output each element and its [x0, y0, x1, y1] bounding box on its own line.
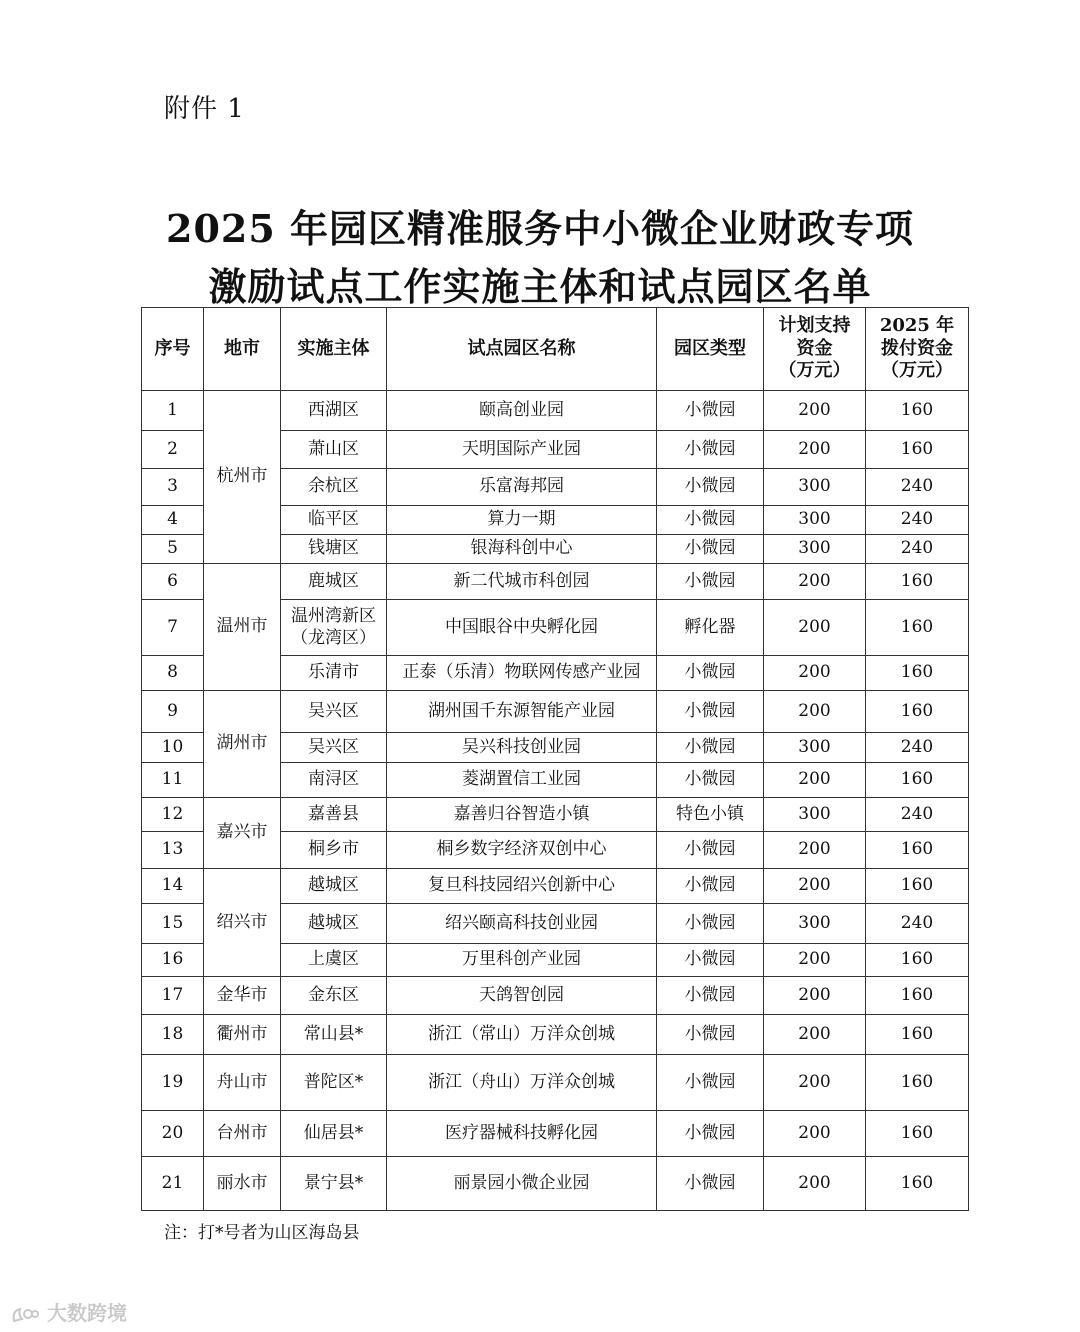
- cell-seq: 21: [142, 1157, 204, 1211]
- table-row: [142, 1055, 969, 1111]
- cell-entity: 乐清市: [281, 656, 387, 691]
- table-row: [142, 564, 969, 600]
- cell-entity: 越城区: [281, 869, 387, 904]
- cell-entity: 临平区: [281, 506, 387, 535]
- cell-entity: 仙居县*: [281, 1111, 387, 1157]
- cell-planned-funds: 300: [764, 535, 866, 564]
- cell-park-type: 特色小镇: [657, 798, 764, 832]
- cell-entity: 景宁县*: [281, 1157, 387, 1211]
- cell-2025-allocation: 240: [866, 733, 969, 763]
- cell-entity: 金东区: [281, 977, 387, 1015]
- cell-park-name: 乐富海邦园: [387, 469, 657, 506]
- table-row: [142, 1111, 969, 1157]
- cell-seq: 9: [142, 691, 204, 733]
- cell-seq: 17: [142, 977, 204, 1015]
- header-city: 地市: [204, 308, 281, 391]
- cell-planned-funds: 200: [764, 564, 866, 600]
- cell-park-type: 小微园: [657, 763, 764, 798]
- cell-city: 杭州市: [204, 391, 281, 564]
- cell-planned-funds: 200: [764, 763, 866, 798]
- cell-park-name: 绍兴颐高科技创业园: [387, 904, 657, 944]
- cell-seq: 3: [142, 469, 204, 506]
- cell-park-name: 算力一期: [387, 506, 657, 535]
- cell-entity: 萧山区: [281, 431, 387, 469]
- cell-park-name: 菱湖置信工业园: [387, 763, 657, 798]
- cell-planned-funds: 200: [764, 691, 866, 733]
- cell-park-type: 小微园: [657, 431, 764, 469]
- watermark-text: 大数跨境: [46, 1301, 127, 1325]
- table-body: [142, 391, 969, 1211]
- cell-city: 金华市: [204, 977, 281, 1015]
- cell-2025-allocation: 160: [866, 869, 969, 904]
- attachment-label: 附件 1: [164, 94, 245, 124]
- header-park-type: 园区类型: [657, 308, 764, 391]
- cell-park-type: 小微园: [657, 391, 764, 431]
- cell-planned-funds: 200: [764, 656, 866, 691]
- table-note: 注：打*号者为山区海岛县: [164, 1223, 360, 1243]
- cell-park-name: 桐乡数字经济双创中心: [387, 832, 657, 869]
- cell-park-name: 湖州国千东源智能产业园: [387, 691, 657, 733]
- cell-entity: 桐乡市: [281, 832, 387, 869]
- cell-park-name: 吴兴科技创业园: [387, 733, 657, 763]
- table-row: [142, 869, 969, 904]
- cell-park-name: 天鸽智创园: [387, 977, 657, 1015]
- cell-2025-allocation: 160: [866, 944, 969, 977]
- cell-seq: 12: [142, 798, 204, 832]
- cell-seq: 5: [142, 535, 204, 564]
- document-title-line-1: 2025 年园区精准服务中小微企业财政专项: [166, 206, 914, 251]
- cell-2025-allocation: 160: [866, 763, 969, 798]
- cell-city: 温州市: [204, 564, 281, 691]
- cell-seq: 11: [142, 763, 204, 798]
- cell-entity: 钱塘区: [281, 535, 387, 564]
- cell-entity: 嘉善县: [281, 798, 387, 832]
- cell-park-type: 小微园: [657, 469, 764, 506]
- cell-seq: 15: [142, 904, 204, 944]
- cell-city: 嘉兴市: [204, 798, 281, 869]
- cell-park-name: 银海科创中心: [387, 535, 657, 564]
- cell-planned-funds: 300: [764, 904, 866, 944]
- cell-2025-allocation: 240: [866, 798, 969, 832]
- cell-planned-funds: 200: [764, 944, 866, 977]
- cell-park-name: 中国眼谷中央孵化园: [387, 600, 657, 656]
- cell-park-type: 小微园: [657, 869, 764, 904]
- table-row: [142, 798, 969, 832]
- cell-seq: 18: [142, 1015, 204, 1055]
- cell-city: 绍兴市: [204, 869, 281, 977]
- cell-park-name: 天明国际产业园: [387, 431, 657, 469]
- cell-park-name: 正泰（乐清）物联网传感产业园: [387, 656, 657, 691]
- cell-seq: 8: [142, 656, 204, 691]
- cell-seq: 1: [142, 391, 204, 431]
- cell-2025-allocation: 240: [866, 535, 969, 564]
- cell-park-type: 小微园: [657, 832, 764, 869]
- cell-planned-funds: 200: [764, 832, 866, 869]
- cell-seq: 20: [142, 1111, 204, 1157]
- cell-entity: 南浔区: [281, 763, 387, 798]
- cell-park-type: 小微园: [657, 506, 764, 535]
- pilot-park-table: [141, 307, 969, 1211]
- watermark-logo-icon: [10, 1305, 40, 1325]
- cell-park-name: 医疗器械科技孵化园: [387, 1111, 657, 1157]
- cell-entity: 西湖区: [281, 391, 387, 431]
- cell-seq: 6: [142, 564, 204, 600]
- cell-2025-allocation: 240: [866, 469, 969, 506]
- cell-2025-allocation: 160: [866, 1055, 969, 1111]
- cell-planned-funds: 200: [764, 869, 866, 904]
- cell-park-name: 新二代城市科创园: [387, 564, 657, 600]
- cell-park-type: 小微园: [657, 1111, 764, 1157]
- cell-planned-funds: 200: [764, 1157, 866, 1211]
- header-park-name: 试点园区名称: [387, 308, 657, 391]
- cell-2025-allocation: 160: [866, 977, 969, 1015]
- cell-park-name: 颐高创业园: [387, 391, 657, 431]
- cell-park-type: 小微园: [657, 1015, 764, 1055]
- cell-entity: 余杭区: [281, 469, 387, 506]
- cell-planned-funds: 200: [764, 1055, 866, 1111]
- cell-planned-funds: 200: [764, 600, 866, 656]
- cell-seq: 19: [142, 1055, 204, 1111]
- cell-2025-allocation: 160: [866, 600, 969, 656]
- cell-park-type: 小微园: [657, 1055, 764, 1111]
- cell-park-name: 浙江（常山）万洋众创城: [387, 1015, 657, 1055]
- cell-park-type: 小微园: [657, 564, 764, 600]
- cell-2025-allocation: 160: [866, 1015, 969, 1055]
- table-row: [142, 977, 969, 1015]
- document-title-line-2: 激励试点工作实施主体和试点园区名单: [208, 264, 872, 309]
- table-row: [142, 691, 969, 733]
- cell-seq: 7: [142, 600, 204, 656]
- cell-entity: 普陀区*: [281, 1055, 387, 1111]
- cell-park-type: 小微园: [657, 1157, 764, 1211]
- cell-2025-allocation: 160: [866, 656, 969, 691]
- cell-city: 丽水市: [204, 1157, 281, 1211]
- cell-planned-funds: 300: [764, 733, 866, 763]
- cell-park-type: 小微园: [657, 535, 764, 564]
- cell-park-type: 小微园: [657, 904, 764, 944]
- cell-city: 舟山市: [204, 1055, 281, 1111]
- cell-park-name: 万里科创产业园: [387, 944, 657, 977]
- cell-seq: 4: [142, 506, 204, 535]
- cell-seq: 2: [142, 431, 204, 469]
- watermark: [10, 1297, 127, 1326]
- cell-entity: 温州湾新区 （龙湾区）: [281, 600, 387, 656]
- table-row: [142, 1157, 969, 1211]
- cell-park-type: 小微园: [657, 691, 764, 733]
- cell-entity: 吴兴区: [281, 691, 387, 733]
- cell-2025-allocation: 160: [866, 564, 969, 600]
- header-2025-allocation: 2025 年 拨付资金 （万元）: [866, 308, 969, 391]
- cell-city: 台州市: [204, 1111, 281, 1157]
- cell-2025-allocation: 160: [866, 691, 969, 733]
- cell-entity: 吴兴区: [281, 733, 387, 763]
- header-planned-funds: 计划支持 资金 （万元）: [764, 308, 866, 391]
- cell-planned-funds: 300: [764, 798, 866, 832]
- table-row: [142, 1015, 969, 1055]
- cell-2025-allocation: 160: [866, 391, 969, 431]
- cell-planned-funds: 300: [764, 506, 866, 535]
- cell-seq: 10: [142, 733, 204, 763]
- cell-park-name: 嘉善归谷智造小镇: [387, 798, 657, 832]
- table-row: [142, 391, 969, 431]
- cell-park-name: 丽景园小微企业园: [387, 1157, 657, 1211]
- cell-2025-allocation: 160: [866, 431, 969, 469]
- cell-park-type: 小微园: [657, 977, 764, 1015]
- cell-2025-allocation: 160: [866, 1111, 969, 1157]
- cell-city: 衢州市: [204, 1015, 281, 1055]
- cell-park-type: 孵化器: [657, 600, 764, 656]
- cell-planned-funds: 300: [764, 469, 866, 506]
- cell-planned-funds: 200: [764, 977, 866, 1015]
- cell-park-type: 小微园: [657, 944, 764, 977]
- cell-entity: 常山县*: [281, 1015, 387, 1055]
- table-header-row: [142, 308, 969, 391]
- cell-2025-allocation: 160: [866, 1157, 969, 1211]
- cell-seq: 14: [142, 869, 204, 904]
- cell-city: 湖州市: [204, 691, 281, 798]
- cell-2025-allocation: 160: [866, 832, 969, 869]
- cell-planned-funds: 200: [764, 1111, 866, 1157]
- cell-2025-allocation: 240: [866, 506, 969, 535]
- cell-seq: 16: [142, 944, 204, 977]
- cell-entity: 越城区: [281, 904, 387, 944]
- cell-entity: 上虞区: [281, 944, 387, 977]
- cell-planned-funds: 200: [764, 431, 866, 469]
- cell-park-type: 小微园: [657, 656, 764, 691]
- cell-planned-funds: 200: [764, 1015, 866, 1055]
- cell-planned-funds: 200: [764, 391, 866, 431]
- cell-2025-allocation: 240: [866, 904, 969, 944]
- cell-park-name: 复旦科技园绍兴创新中心: [387, 869, 657, 904]
- header-seq: 序号: [142, 308, 204, 391]
- cell-park-name: 浙江（舟山）万洋众创城: [387, 1055, 657, 1111]
- header-entity: 实施主体: [281, 308, 387, 391]
- cell-entity: 鹿城区: [281, 564, 387, 600]
- cell-seq: 13: [142, 832, 204, 869]
- cell-park-type: 小微园: [657, 733, 764, 763]
